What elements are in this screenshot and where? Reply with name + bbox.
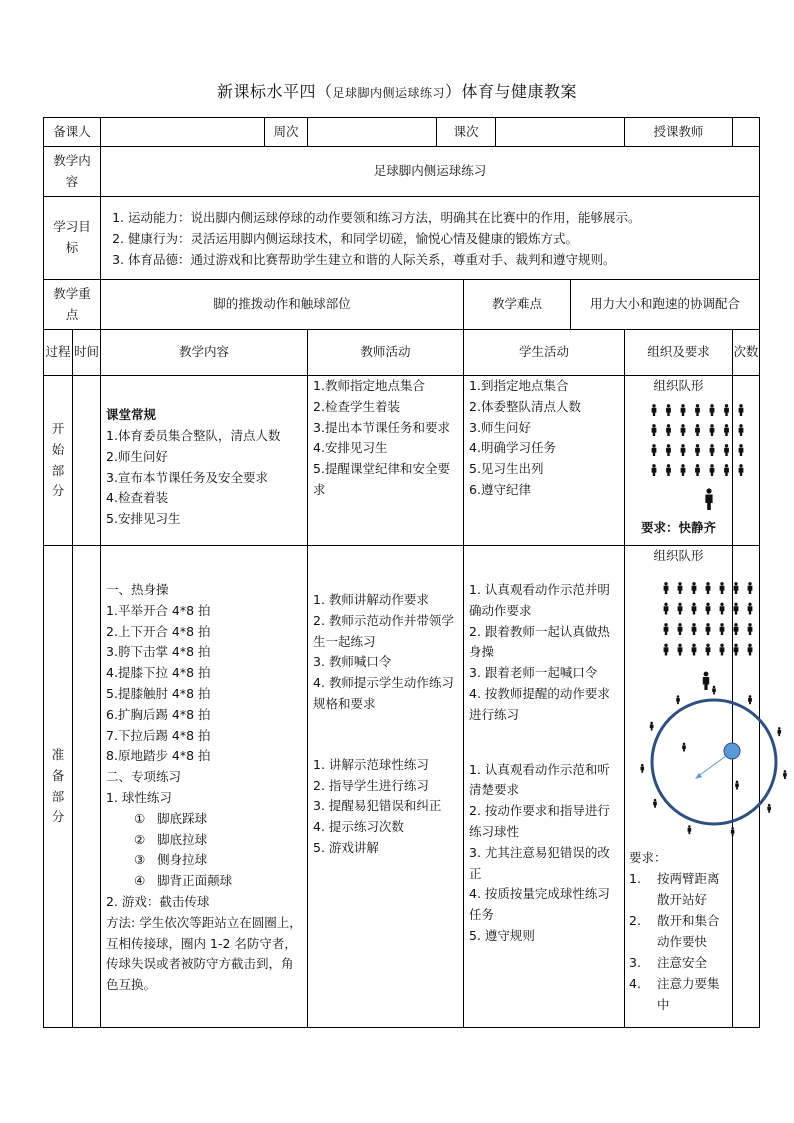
prep-student-item: 4. 按教师提醒的动作要求进行练习 — [469, 685, 610, 722]
col-student: 学生活动 — [464, 330, 625, 376]
student-figure-icon — [748, 623, 753, 635]
start-content-item: 2.师生问好 — [106, 448, 168, 464]
prep-teacher-item: 3. 提醒易犯错误和纠正 — [313, 798, 442, 814]
student-figure-icon — [783, 770, 787, 779]
prep-org-title: 组织队形 — [653, 548, 704, 563]
prep-teacher-item: 4. 教师提示学生动作练习规格和要求 — [313, 675, 454, 711]
teacher-figure-icon — [703, 671, 709, 689]
student-figure-icon — [724, 404, 729, 416]
student-figure-icon — [695, 464, 700, 476]
student-figure-icon — [748, 643, 753, 655]
content-label: 教学内容 — [44, 147, 101, 197]
req-item — [629, 973, 728, 1015]
student-figure-icon — [706, 602, 711, 614]
student-figure-icon — [720, 623, 725, 635]
req-item — [629, 868, 728, 910]
col-count: 次数 — [733, 330, 760, 376]
prep-org-cell — [625, 546, 733, 1028]
lesson-plan-table — [43, 117, 760, 1028]
student-figure-icon — [767, 804, 771, 813]
start-content-item: 4.检查着装 — [106, 490, 168, 506]
req-number: 4. — [629, 976, 641, 992]
drill-mark: ④ — [134, 873, 146, 889]
start-teacher-item: 1.教师指定地点集合 — [313, 378, 425, 393]
prep-teacher-item: 1. 讲解示范球性练习 — [313, 756, 429, 772]
prep-content-cell — [101, 546, 308, 1028]
student-figure-icon — [678, 643, 683, 655]
student-figure-icon — [664, 623, 669, 635]
goal-item: 3. 体育品德：通过游戏和比赛帮助学生建立和谐的人际关系，尊重对手、裁判和遵守规则。 — [128, 249, 754, 270]
prep-teacher-item: 4. 提示练习次数 — [313, 819, 404, 835]
student-figure-icon — [724, 464, 729, 476]
key-value: 脚的推拨动作和触球部位 — [101, 280, 464, 330]
drill-item — [106, 809, 302, 830]
prep-teacher-cell — [308, 546, 464, 1028]
game-title: 2. 游戏：截击传球 — [106, 893, 210, 909]
start-student-item: 2.体委整队清点人数 — [469, 398, 581, 414]
start-time-cell — [73, 376, 101, 546]
student-figure-icon — [734, 623, 739, 635]
student-figure-icon — [735, 780, 739, 789]
student-figure-icon — [706, 643, 711, 655]
prep-teacher-item: 3. 教师喊口令 — [313, 654, 392, 670]
student-figure-icon — [720, 643, 725, 655]
student-figure-icon — [748, 582, 753, 594]
teacher-label: 授课教师 — [625, 118, 733, 147]
student-figure-icon — [692, 602, 697, 614]
student-figure-icon — [695, 424, 700, 436]
student-figure-icon — [652, 464, 657, 476]
drill-text: 脚底拉球 — [157, 831, 208, 847]
content-value: 足球脚内侧运球练习 — [101, 147, 760, 197]
student-figure-icon — [664, 582, 669, 594]
student-figure-icon — [748, 695, 752, 704]
student-figure-icon — [664, 602, 669, 614]
drill-text: 脚底踩球 — [157, 810, 208, 826]
start-org-requirement: 要求：快静齐 — [641, 519, 717, 535]
req-item — [629, 952, 728, 973]
title-prefix: 新课标水平四（ — [216, 82, 333, 101]
title-suffix: ）体育与健康教案 — [445, 82, 578, 101]
goal-item: 2. 健康行为：灵活运用脚内侧运球技术，和同学切磋，愉悦心情及健康的锻炼方式。 — [128, 228, 754, 249]
col-content: 教学内容 — [101, 330, 308, 376]
prep-teacher-item: 5. 游戏讲解 — [313, 839, 379, 855]
prep-content-item: 1.平举开合 4*8 拍 — [106, 602, 211, 618]
prep-content-item: 二、专项练习 — [106, 769, 182, 785]
start-content-item: 3.宣布本节课任务及安全要求 — [106, 469, 268, 485]
start-teacher-item: 3.提出本节课任务和要求 — [313, 419, 450, 435]
prep-student-item: 5. 遵守规则 — [469, 927, 535, 943]
student-figure-icon — [739, 424, 744, 436]
prep-student-item: 3. 尤其注意易犯错误的改正 — [469, 844, 610, 881]
game-method: 方法: 学生依次等距站立在圆圈上，互相传接球，圈内 1-2 名防守者，传球失误或者被防守方截击到，角色互换。 — [106, 914, 302, 993]
student-figure-icon — [652, 444, 657, 456]
req-text: 散开和集合动作要快 — [657, 913, 720, 950]
req-text: 注意力要集中 — [657, 976, 720, 1013]
goals-list — [106, 207, 754, 270]
prep-content-item: 3.胯下击掌 4*8 拍 — [106, 644, 211, 660]
start-section-row — [44, 376, 760, 546]
drill-mark: ① — [134, 810, 146, 826]
student-figure-icon — [724, 444, 729, 456]
student-figure-icon — [712, 685, 716, 694]
start-teacher-item: 4.安排见习生 — [313, 440, 388, 456]
prep-student-cell — [464, 546, 625, 1028]
student-grid-start — [652, 404, 744, 476]
prep-content-item: 7.下拉后踢 4*8 拍 — [106, 727, 211, 743]
prep-student-item: 4. 按质按量完成球性练习任务 — [469, 886, 610, 923]
prep-req-label: 要求： — [629, 849, 667, 865]
prep-stage-label: 准备部分 — [44, 546, 73, 1028]
req-number: 1. — [629, 871, 641, 887]
drill-item — [106, 871, 302, 892]
student-figure-icon — [692, 582, 697, 594]
student-figure-icon — [731, 827, 735, 836]
student-figure-icon — [720, 582, 725, 594]
routine-title: 课堂常规 — [106, 407, 157, 423]
prep-content-item: 1. 球性练习 — [106, 789, 172, 805]
student-figure-icon — [681, 444, 686, 456]
prep-content-item: 2.上下开合 4*8 拍 — [106, 623, 211, 639]
circle-players — [641, 685, 787, 835]
prep-content-item: 一、热身操 — [106, 582, 169, 597]
col-time: 时间 — [73, 330, 101, 376]
start-student-item: 5.见习生出列 — [469, 461, 544, 477]
student-figure-icon — [681, 464, 686, 476]
req-item — [629, 910, 728, 952]
page-title — [0, 79, 794, 102]
student-figure-icon — [777, 727, 781, 736]
student-figure-icon — [681, 404, 686, 416]
col-process: 过程 — [44, 330, 73, 376]
prep-student-item: 2. 按动作要求和指导进行练习球性 — [469, 803, 610, 839]
student-figure-icon — [666, 464, 671, 476]
student-figure-icon — [695, 444, 700, 456]
student-figure-icon — [664, 643, 669, 655]
col-organization: 组织及要求 — [625, 330, 733, 376]
prep-student-item: 1. 认真观看动作示范并明确动作要求 — [469, 582, 610, 618]
drill-mark: ③ — [134, 852, 146, 868]
start-student-item: 3.师生问好 — [469, 419, 531, 435]
start-student-cell — [464, 376, 625, 546]
req-number: 2. — [629, 913, 641, 929]
lesson-no-label: 课次 — [437, 118, 496, 147]
student-figure-icon — [692, 643, 697, 655]
drill-text: 脚背正面颠球 — [157, 873, 233, 889]
student-figure-icon — [739, 404, 744, 416]
student-figure-icon — [650, 721, 654, 730]
student-figure-icon — [678, 582, 683, 594]
prep-content-item: 6.扩胸后踢 4*8 拍 — [106, 706, 211, 722]
student-figure-icon — [653, 799, 657, 808]
student-figure-icon — [678, 623, 683, 635]
student-figure-icon — [739, 464, 744, 476]
title-topic: 足球脚内侧运球练习 — [332, 86, 445, 100]
prep-section-row — [44, 546, 760, 1028]
formation-diagram-prep — [629, 567, 787, 855]
preparer-label: 备课人 — [44, 118, 101, 147]
start-stage-label: 开始部分 — [44, 376, 73, 546]
start-teacher-item: 5.提醒课堂纪律和安全要求 — [313, 461, 450, 497]
teacher-figure-icon — [705, 488, 712, 510]
drill-text: 侧身拉球 — [157, 852, 208, 868]
student-figure-icon — [676, 695, 680, 704]
difficulty-label: 教学难点 — [464, 280, 571, 330]
student-figure-icon — [710, 444, 715, 456]
prep-student-item: 3. 跟着老师一起喊口令 — [469, 665, 598, 681]
student-figure-icon — [710, 424, 715, 436]
teacher-value — [733, 118, 760, 147]
prep-student-item: 1. 认真观看动作示范和听清楚要求 — [469, 761, 610, 798]
student-figure-icon — [652, 404, 657, 416]
prep-teacher-item: 2. 指导学生进行练习 — [313, 777, 429, 793]
key-label: 教学重点 — [44, 280, 101, 330]
student-figure-icon — [710, 404, 715, 416]
start-student-item: 4.明确学习任务 — [469, 440, 556, 456]
prep-teacher-item: 2. 教师示范动作并带领学生一起练习 — [313, 612, 454, 649]
drill-item — [106, 830, 302, 851]
student-figure-icon — [734, 582, 739, 594]
col-teacher: 教师活动 — [308, 330, 464, 376]
key-points-row — [44, 280, 760, 330]
student-figure-icon — [682, 742, 686, 751]
prep-time-cell — [73, 546, 101, 1028]
start-student-item: 1.到指定地点集合 — [469, 378, 569, 393]
student-figure-icon — [706, 582, 711, 594]
start-content-cell — [101, 376, 308, 546]
formation-diagram-start — [625, 397, 791, 517]
week-label: 周次 — [265, 118, 308, 147]
preparer-value — [101, 118, 265, 147]
student-figure-icon — [641, 764, 645, 773]
content-row — [44, 147, 760, 197]
difficulty-value: 用力大小和跑速的协调配合 — [571, 280, 760, 330]
student-figure-icon — [678, 602, 683, 614]
student-figure-icon — [710, 464, 715, 476]
student-figure-icon — [688, 825, 692, 834]
student-figure-icon — [739, 444, 744, 456]
student-figure-icon — [666, 404, 671, 416]
goal-item: 1. 运动能力：说出脚内侧运球停球的动作要领和练习方法，明确其在比赛中的作用，能够展示。 — [128, 207, 754, 228]
prep-content-item: 4.提膝下拉 4*8 拍 — [106, 665, 211, 681]
student-figure-icon — [724, 424, 729, 436]
student-figure-icon — [695, 404, 700, 416]
prep-teacher-item: 1. 教师讲解动作要求 — [313, 592, 429, 607]
drill-mark: ② — [134, 831, 146, 847]
student-figure-icon — [706, 623, 711, 635]
goals-row — [44, 197, 760, 280]
column-header-row — [44, 330, 760, 376]
student-figure-icon — [748, 602, 753, 614]
start-content-item: 5.安排见习生 — [106, 511, 181, 527]
drill-item — [106, 850, 302, 871]
ball-icon — [724, 743, 740, 759]
start-org-cell — [625, 376, 733, 546]
student-figure-icon — [692, 623, 697, 635]
header-row — [44, 118, 760, 147]
student-figure-icon — [666, 424, 671, 436]
prep-content-item: 5.提膝触肘 4*8 拍 — [106, 685, 211, 701]
student-figure-icon — [652, 424, 657, 436]
start-teacher-cell — [308, 376, 464, 546]
pass-arrow-icon — [697, 756, 726, 777]
req-text: 按两臂距离散开站好 — [657, 871, 720, 908]
game-circle — [652, 700, 776, 824]
start-teacher-item: 2.检查学生着装 — [313, 398, 400, 414]
req-number: 3. — [629, 955, 641, 971]
student-figure-icon — [734, 643, 739, 655]
prep-student-item: 2. 跟着教师一起认真做热身操 — [469, 623, 610, 660]
lesson-no-value — [496, 118, 625, 147]
student-figure-icon — [734, 602, 739, 614]
student-figure-icon — [666, 444, 671, 456]
start-org-title: 组织队形 — [653, 378, 704, 393]
goals-cell — [101, 197, 760, 280]
goals-label: 学习目标 — [44, 197, 101, 280]
start-student-item: 6.遵守纪律 — [469, 481, 531, 497]
student-grid-prep — [664, 582, 753, 655]
req-text: 注意安全 — [657, 955, 708, 971]
prep-content-item: 8.原地踏步 4*8 拍 — [106, 748, 211, 764]
start-content-item: 1.体育委员集合整队，清点人数 — [106, 427, 281, 443]
student-figure-icon — [681, 424, 686, 436]
week-value — [308, 118, 437, 147]
prep-req-list — [629, 868, 728, 1015]
student-figure-icon — [720, 602, 725, 614]
